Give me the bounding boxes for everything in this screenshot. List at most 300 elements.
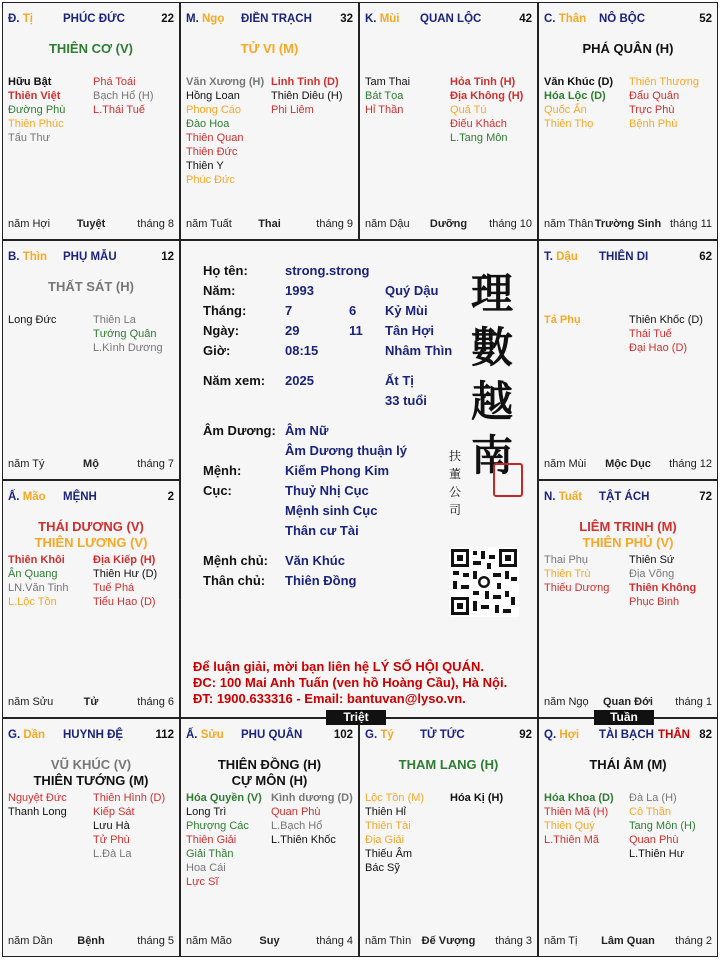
palace-year: năm Thìn xyxy=(365,935,412,947)
palace-footer xyxy=(8,218,174,231)
palace-name: PHU QUÂN xyxy=(241,729,303,741)
palace-footer xyxy=(544,458,712,471)
star-item: Tướng Quân xyxy=(93,328,157,340)
amduong-value: Âm Nữ xyxy=(285,423,329,438)
star-item: Hồng Loan xyxy=(186,90,240,102)
star-item: Nguyệt Đức xyxy=(8,792,67,804)
palace-thin xyxy=(2,240,180,480)
star-item: Lộc Tồn (M) xyxy=(365,792,425,804)
star-item: Giải Thần xyxy=(186,848,234,860)
year-value: 1993 xyxy=(285,283,314,298)
palace-branch-name: Ngọ xyxy=(201,13,225,25)
palace-age-number: 2 xyxy=(167,491,174,503)
palace-footer xyxy=(365,935,532,948)
palace-hoi xyxy=(538,718,718,957)
palace-year: năm Thân xyxy=(544,218,594,230)
star-item: L.Thiên Mã xyxy=(544,834,600,846)
main-stars xyxy=(360,757,537,773)
main-star: THIÊN CƠ (V) xyxy=(48,41,134,56)
name-value: strong.strong xyxy=(285,263,370,278)
star-item: Thiên Quan xyxy=(186,132,244,144)
year-label: Năm: xyxy=(203,283,236,298)
palace-footer xyxy=(8,696,174,709)
palace-suu xyxy=(180,718,359,957)
palace-header xyxy=(365,13,532,27)
triet-badge: Triệt xyxy=(326,710,386,725)
qr-code-icon xyxy=(449,547,519,617)
palace-branch xyxy=(186,13,224,25)
contact-phone-email: ĐT: 1900.633316 - Email: bantuvan@lyso.vn. xyxy=(193,691,466,706)
calligraphy-small xyxy=(449,447,463,519)
main-stars xyxy=(3,279,179,295)
minor-stars-left xyxy=(8,791,67,819)
star-item: Thai Phụ xyxy=(544,554,589,566)
star-item: Bác Sỹ xyxy=(365,862,400,874)
palace-age-number: 92 xyxy=(519,729,532,741)
palace-stem: T. xyxy=(544,251,553,263)
calligraphy-char-2: 數 xyxy=(471,323,514,372)
palace-header xyxy=(186,13,353,27)
star-item: Thái Tuế xyxy=(629,328,672,340)
star-item: Thiên Hỉ xyxy=(365,806,406,818)
palace-branch-name: Sửu xyxy=(200,729,224,741)
palace-age-number: 22 xyxy=(161,13,174,25)
star-item: Kiếp Sát xyxy=(93,806,135,818)
star-item: Hóa Quyền (V) xyxy=(186,792,262,804)
month-value: 7 xyxy=(285,303,293,318)
star-item: L.Đà La xyxy=(93,848,132,860)
palace-name: MỆNH xyxy=(63,491,97,503)
palace-month: tháng 1 xyxy=(675,696,712,708)
palace-branch xyxy=(544,13,586,25)
palace-branch-name: Thìn xyxy=(22,251,47,263)
palace-year: năm Dần xyxy=(8,935,53,947)
palace-month: tháng 6 xyxy=(137,696,174,708)
star-item: L.Lộc Tồn xyxy=(8,596,57,608)
palace-stage: Tuyệt xyxy=(76,218,106,230)
palace-year: năm Ngọ xyxy=(544,696,589,708)
palace-branch xyxy=(8,251,47,263)
star-item: Thiên Phúc xyxy=(8,118,64,130)
small-char-1: 扶 xyxy=(449,449,462,463)
star-item: Thiên Tài xyxy=(365,820,411,832)
minor-stars-right xyxy=(629,791,696,861)
palace-header xyxy=(544,251,712,265)
palace-age-number: 32 xyxy=(340,13,353,25)
palace-stage: Tử xyxy=(83,696,99,708)
month-label: Tháng: xyxy=(203,303,247,318)
minor-stars-right xyxy=(271,75,343,117)
day-canchi: Tân Hợi xyxy=(385,323,434,338)
palace-footer xyxy=(365,218,532,231)
palace-footer xyxy=(186,218,353,231)
star-item: Ân Quang xyxy=(8,568,58,580)
star-item: Bát Tọa xyxy=(365,90,404,102)
star-item: Lưu Hà xyxy=(93,820,130,832)
palace-header xyxy=(186,729,353,743)
minor-stars-left xyxy=(544,553,609,595)
view-year-value: 2025 xyxy=(285,373,314,388)
palace-footer xyxy=(544,696,712,709)
star-item: Tử Phù xyxy=(93,834,130,846)
star-item: L.Thái Tuế xyxy=(93,104,145,116)
hour-canchi: Nhâm Thìn xyxy=(385,343,453,358)
star-item: Hóa Kị (H) xyxy=(450,792,504,804)
than-chu-label: Thân chủ: xyxy=(203,573,266,588)
star-item: Đẩu Quân xyxy=(629,90,680,102)
palace-branch xyxy=(544,251,578,263)
minor-stars-left xyxy=(186,791,262,889)
small-char-3: 公 xyxy=(449,485,462,499)
palace-stage: Quan Đới xyxy=(603,696,653,708)
palace-header xyxy=(8,251,174,265)
palace-stem: N. xyxy=(544,491,556,503)
palace-branch-name: Thân xyxy=(558,13,587,25)
star-item: L.Bạch Hổ xyxy=(271,820,323,832)
star-item: Thanh Long xyxy=(8,806,67,818)
menh-value: Kiếm Phong Kim xyxy=(285,463,390,478)
palace-footer xyxy=(186,935,353,948)
age-value: 33 tuổi xyxy=(385,393,427,408)
minor-stars-right xyxy=(93,75,154,117)
star-item: Tả Phụ xyxy=(544,314,581,326)
palace-name: TÀI BẠCH xyxy=(599,729,654,741)
palace-header xyxy=(8,491,174,505)
star-item: Thiên Khôi xyxy=(8,554,65,566)
palace-header xyxy=(544,729,712,743)
star-item: Linh Tinh (D) xyxy=(271,76,339,88)
palace-name: THIÊN DI xyxy=(599,251,649,263)
palace-stem: Đ. xyxy=(8,13,20,25)
star-item: Bạch Hổ (H) xyxy=(93,90,154,102)
star-item: Thiên Diêu (H) xyxy=(271,90,343,102)
palace-age-number: 52 xyxy=(699,13,712,25)
main-star: THAM LANG (H) xyxy=(398,757,499,772)
palace-branch xyxy=(186,729,224,741)
minor-stars-left xyxy=(544,791,614,847)
star-item: Trực Phù xyxy=(629,104,675,116)
palace-name: HUYNH ĐỆ xyxy=(63,729,124,741)
palace-header xyxy=(8,729,174,743)
palace-tuat xyxy=(538,480,718,718)
tuan-badge: Tuần xyxy=(594,710,654,725)
palace-branch-name: Mão xyxy=(22,491,46,503)
star-item: Quả Tú xyxy=(450,104,487,116)
star-item: L.Kình Dương xyxy=(93,342,163,354)
palace-year: năm Tuất xyxy=(186,218,232,230)
star-item: Thiên Khốc (D) xyxy=(629,314,703,326)
minor-stars-left xyxy=(8,313,56,327)
star-item: Đại Hao (D) xyxy=(629,342,688,354)
menh-chu-label: Mệnh chủ: xyxy=(203,553,268,568)
star-item: Kình dương (D) xyxy=(271,792,353,804)
star-item: Phá Toái xyxy=(93,76,136,88)
star-item: Hóa Khoa (D) xyxy=(544,792,614,804)
palace-stage: Lâm Quan xyxy=(601,935,655,947)
main-star: THẤT SÁT (H) xyxy=(48,279,134,294)
star-item: Thiên Y xyxy=(186,160,224,172)
palace-stage: Dưỡng xyxy=(429,218,468,230)
star-item: Long Đức xyxy=(8,314,57,326)
star-item: Thiên Hình (D) xyxy=(93,792,166,804)
main-stars xyxy=(181,757,358,789)
star-item: Tấu Thư xyxy=(8,132,51,144)
palace-than-marker: THÂN xyxy=(658,729,690,741)
palace-age-number: 62 xyxy=(699,251,712,263)
minor-stars-left xyxy=(186,75,264,187)
main-stars xyxy=(3,757,179,789)
main-star: PHÁ QUÂN (H) xyxy=(582,41,674,56)
than-chu-value: Thiên Đồng xyxy=(285,573,357,588)
palace-stem: G. xyxy=(8,729,21,741)
star-item: Phi Liêm xyxy=(271,104,314,116)
palace-branch xyxy=(8,729,45,741)
star-item: Quan Phù xyxy=(629,834,679,846)
name-label: Họ tên: xyxy=(203,263,248,278)
palace-stem: C. xyxy=(544,13,556,25)
star-item: Phúc Đức xyxy=(186,174,235,186)
star-item: Long Trì xyxy=(186,806,227,818)
palace-year: năm Mùi xyxy=(544,458,587,470)
star-item: Quan Phù xyxy=(271,806,321,818)
star-item: Cô Thần xyxy=(629,806,671,818)
star-item: Hỉ Thần xyxy=(365,104,404,116)
palace-stage: Bệnh xyxy=(77,935,105,947)
main-star: THIÊN PHỦ (V) xyxy=(582,535,674,550)
star-item: Văn Xương (H) xyxy=(186,76,265,88)
palace-name: QUAN LỘC xyxy=(420,13,482,25)
star-item: Điếu Khách xyxy=(450,118,507,130)
day-value: 29 xyxy=(285,323,300,338)
star-item: Thiếu Dương xyxy=(544,582,610,594)
palace-stem: Ấ. xyxy=(186,729,198,741)
minor-stars-left xyxy=(365,791,424,875)
small-char-2: 董 xyxy=(449,467,462,481)
palace-name: NÔ BỘC xyxy=(599,13,645,25)
star-item: Địa Giải xyxy=(365,834,405,846)
palace-stage: Suy xyxy=(259,935,280,947)
contact-line-1: Để luận giải, mời bạn liên hệ LÝ SỐ HỘI QUÁN. xyxy=(193,659,484,674)
star-item: Thiên Thọ xyxy=(544,118,594,130)
palace-month: tháng 3 xyxy=(495,935,532,947)
palace-stage: Đế Vượng xyxy=(421,935,476,947)
year-canchi: Quý Dậu xyxy=(385,283,439,298)
main-star: THIÊN ĐỒNG (H) xyxy=(217,757,322,772)
main-stars xyxy=(3,41,179,57)
small-char-4: 司 xyxy=(449,503,462,517)
star-item: Thiên Giải xyxy=(186,834,237,846)
star-item: L.Thiên Hư xyxy=(629,848,685,860)
palace-age-number: 102 xyxy=(333,729,353,741)
amduong-label: Âm Dương: xyxy=(203,423,276,438)
palace-footer xyxy=(8,458,174,471)
star-item: Thiếu Âm xyxy=(365,848,413,860)
palace-than xyxy=(538,2,718,240)
palace-name: PHÚC ĐỨC xyxy=(63,13,125,25)
palace-year: năm Tý xyxy=(8,458,45,470)
palace-footer xyxy=(544,935,712,948)
cuc-value: Thuỷ Nhị Cục xyxy=(285,483,369,498)
palace-stage: Trường Sinh xyxy=(594,218,662,230)
star-item: Thiên Việt xyxy=(8,90,61,102)
palace-month: tháng 8 xyxy=(137,218,174,230)
star-item: L.Thiên Khốc xyxy=(271,834,336,846)
star-item: Thiên Thương xyxy=(629,76,700,88)
calligraphy-char-4: 南 xyxy=(471,431,514,480)
palace-branch-name: Dậu xyxy=(556,251,578,263)
palace-age-number: 82 xyxy=(699,729,712,741)
main-star: THÁI DƯƠNG (V) xyxy=(38,519,144,534)
minor-stars-right xyxy=(93,791,165,861)
palace-branch-name: Mùi xyxy=(379,13,400,25)
palace-footer xyxy=(544,218,712,231)
palace-mao xyxy=(2,480,180,718)
star-item: Thiên La xyxy=(93,314,136,326)
palace-stem: K. xyxy=(365,13,377,25)
calligraphy-char-3: 越 xyxy=(471,377,514,426)
star-item: L.Tang Môn xyxy=(450,132,508,144)
palace-footer xyxy=(8,935,174,948)
palace-name: ĐIỀN TRẠCH xyxy=(241,13,312,25)
star-item: Hóa Lộc (D) xyxy=(544,90,606,102)
palace-stem: Q. xyxy=(544,729,557,741)
main-stars xyxy=(539,757,717,773)
star-item: Tang Môn (H) xyxy=(629,820,696,832)
star-item: Đường Phù xyxy=(8,104,66,116)
main-star: VŨ KHÚC (V) xyxy=(50,757,132,772)
star-item: Địa Kiếp (H) xyxy=(93,554,156,566)
palace-month: tháng 5 xyxy=(137,935,174,947)
menh-label: Mệnh: xyxy=(203,463,242,478)
contact-address: ĐC: 100 Mai Anh Tuấn (ven hồ Hoàng Cầu), Hà Nội. xyxy=(193,675,508,690)
palace-year: năm Sửu xyxy=(8,696,54,708)
palace-header xyxy=(544,13,712,27)
palace-branch xyxy=(8,491,46,503)
palace-stage: Mộc Dục xyxy=(605,458,651,470)
minor-stars-left xyxy=(365,75,410,117)
red-stamp xyxy=(493,463,523,497)
minor-stars-left xyxy=(8,75,65,145)
palace-age-number: 72 xyxy=(699,491,712,503)
main-stars xyxy=(539,519,717,551)
palace-ti xyxy=(2,2,180,240)
minor-stars-right xyxy=(450,791,503,805)
palace-dau xyxy=(538,240,718,480)
star-item: Lực Sĩ xyxy=(186,876,219,888)
star-item: Hỏa Tinh (H) xyxy=(450,76,516,88)
main-star: THÁI ÂM (M) xyxy=(589,757,667,772)
amduong-relation: Âm Dương thuận lý xyxy=(285,443,407,458)
star-item: Thiên Không xyxy=(629,582,697,594)
minor-stars-left xyxy=(544,313,581,327)
palace-ngo xyxy=(180,2,359,240)
palace-branch-name: Hợi xyxy=(559,729,580,741)
main-star: THIÊN LƯƠNG (V) xyxy=(34,535,148,550)
star-item: LN.Văn Tinh xyxy=(8,582,69,594)
star-item: Thiên Mã (H) xyxy=(544,806,609,818)
view-year-label: Năm xem: xyxy=(203,373,266,388)
minor-stars-right xyxy=(93,553,157,609)
main-stars xyxy=(181,41,358,57)
palace-month: tháng 9 xyxy=(316,218,353,230)
month-canchi: Kỷ Mùi xyxy=(385,303,428,318)
palace-header xyxy=(365,729,532,743)
palace-branch xyxy=(544,729,579,741)
center-info-panel xyxy=(180,240,538,718)
main-star: THIÊN TƯỚNG (M) xyxy=(33,773,149,788)
star-item: Địa Võng xyxy=(629,568,675,580)
minor-stars-left xyxy=(8,553,69,609)
day-lunar: 11 xyxy=(349,323,363,338)
minor-stars-right xyxy=(93,313,163,355)
palace-branch-name: Tý xyxy=(380,729,394,741)
star-item: Thiên Hư (D) xyxy=(93,568,158,580)
star-item: Thiên Đức xyxy=(186,146,238,158)
star-item: Phượng Các xyxy=(186,820,249,832)
palace-year: năm Mão xyxy=(186,935,232,947)
palace-header xyxy=(544,491,712,505)
view-year-canchi: Ất Tị xyxy=(385,373,414,388)
palace-name: TẬT ÁCH xyxy=(599,491,650,503)
palace-name: PHỤ MẪU xyxy=(63,251,117,263)
palace-stem: G. xyxy=(365,729,378,741)
cuc-label: Cục: xyxy=(203,483,232,498)
palace-year: năm Tị xyxy=(544,935,578,947)
palace-month: tháng 12 xyxy=(669,458,712,470)
star-item: Thiên Trù xyxy=(544,568,591,580)
palace-month: tháng 4 xyxy=(316,935,353,947)
cuc-relation: Mệnh sinh Cục xyxy=(285,503,378,518)
palace-branch xyxy=(544,491,582,503)
star-item: Đào Hoa xyxy=(186,118,230,130)
palace-branch xyxy=(365,729,394,741)
calligraphy-char-1: 理 xyxy=(471,269,514,318)
palace-branch-name: Tuất xyxy=(558,491,583,503)
palace-stem: Ấ. xyxy=(8,491,20,503)
day-label: Ngày: xyxy=(203,323,240,338)
star-item: Địa Không (H) xyxy=(450,90,524,102)
palace-ty xyxy=(359,718,538,957)
palace-branch xyxy=(365,13,400,25)
minor-stars-right xyxy=(450,75,523,145)
palace-year: năm Hợi xyxy=(8,218,51,230)
palace-name: TỬ TỨC xyxy=(420,729,465,741)
palace-mui xyxy=(359,2,538,240)
main-stars xyxy=(539,41,717,57)
star-item: Hữu Bật xyxy=(8,76,52,88)
palace-month: tháng 2 xyxy=(675,935,712,947)
palace-month: tháng 10 xyxy=(489,218,532,230)
palace-branch xyxy=(8,13,33,25)
star-item: Phục Binh xyxy=(629,596,680,608)
main-stars xyxy=(3,519,179,551)
star-item: Hoa Cái xyxy=(186,862,226,874)
star-item: Tuế Phá xyxy=(93,582,135,594)
star-item: Phong Cáo xyxy=(186,104,242,116)
palace-age-number: 112 xyxy=(155,729,174,741)
palace-month: tháng 11 xyxy=(669,218,712,230)
palace-branch-name: Tị xyxy=(22,13,33,25)
star-item: Văn Khúc (D) xyxy=(544,76,614,88)
star-item: Tiểu Hao (D) xyxy=(93,596,156,608)
hour-label: Giờ: xyxy=(203,343,231,358)
hour-value: 08:15 xyxy=(285,343,319,358)
star-item: Bệnh Phù xyxy=(629,118,678,130)
palace-stage: Thai xyxy=(258,218,281,230)
palace-stem: M. xyxy=(186,13,199,25)
palace-age-number: 12 xyxy=(161,251,174,263)
palace-header xyxy=(8,13,174,27)
